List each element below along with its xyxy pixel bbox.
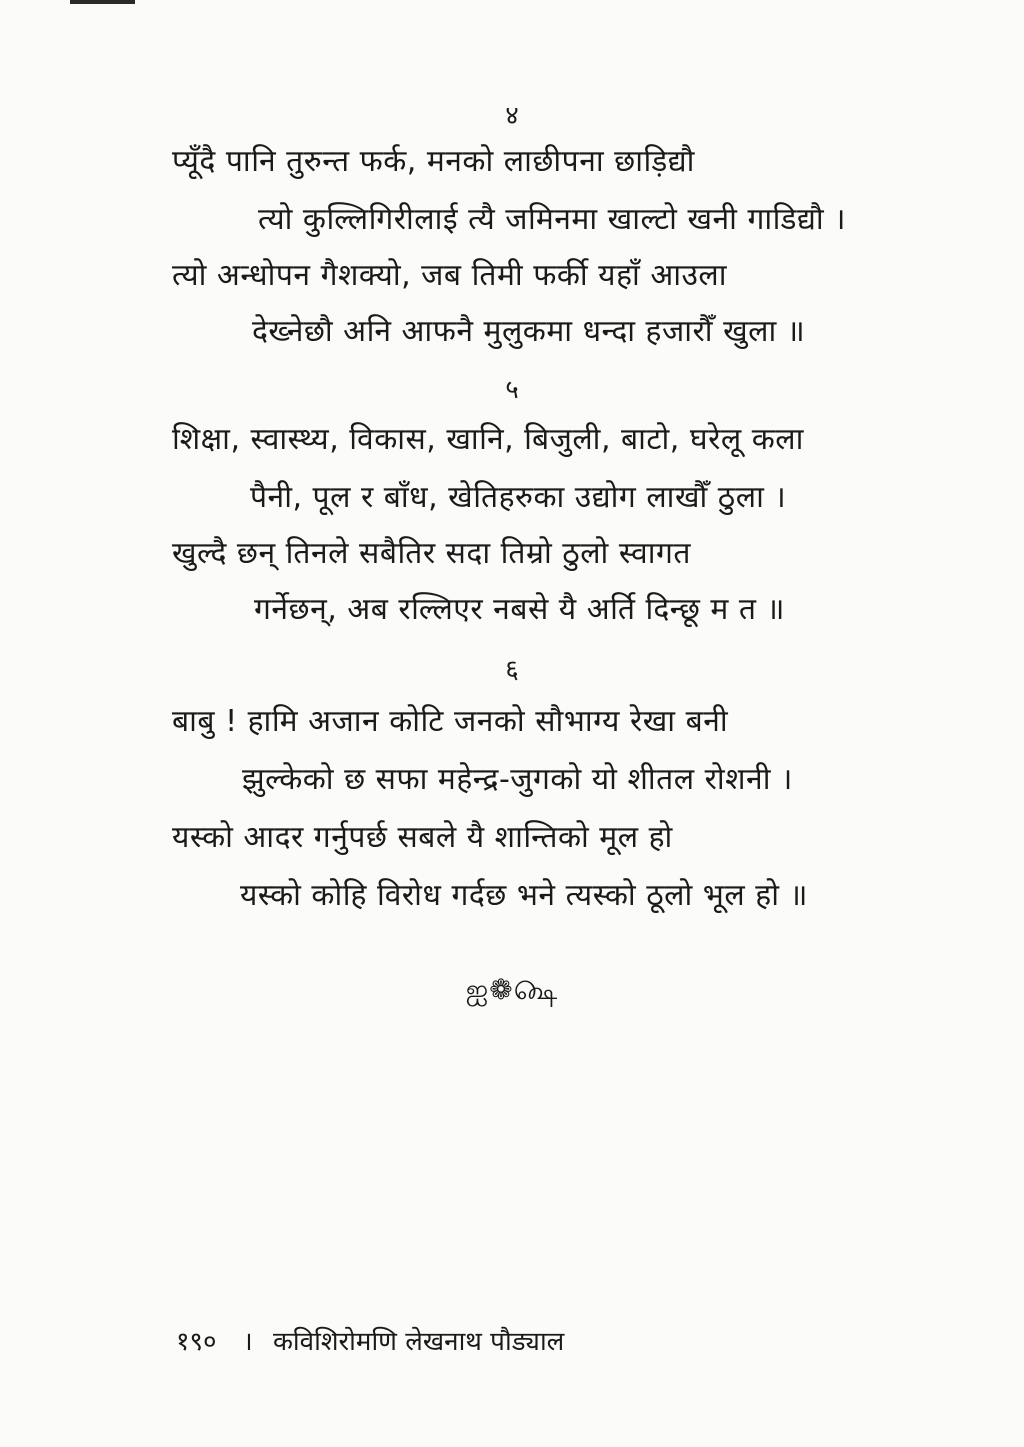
verse-line: झुल्केको छ सफा महेन्द्र-जुगको यो शीतल रोशनी ।	[242, 762, 793, 797]
verse-line: गर्नेछन्, अब रल्लिएर नबसे यै अर्ति दिन्छू म त ॥	[254, 592, 785, 627]
footer-separator: ।	[242, 1327, 253, 1357]
verse-line: पैनी, पूल र बाँध, खेतिहरुका उद्योग लाखौँ ठुला ।	[250, 480, 787, 515]
stanza-number: ५	[505, 375, 519, 405]
page-number: १९०	[176, 1327, 217, 1357]
stanza-number: ६	[505, 655, 519, 685]
stanza-number: ४	[505, 101, 519, 131]
verse-line: बाबु ! हामि अजान कोटि जनको सौभाग्य रेखा बनी	[172, 704, 729, 739]
verse-line: यस्को आदर गर्नुपर्छ सबले यै शान्तिको मूल हो	[172, 820, 673, 855]
verse-line: देख्नेछौ अनि आफनै मुलुकमा धन्दा हजारौँ खुला ॥	[252, 314, 806, 349]
verse-line: शिक्षा, स्वास्थ्य, विकास, खानि, बिजुली, बाटो, घरेलू कला	[172, 422, 804, 457]
book-title: कविशिरोमणि लेखनाथ पौड्याल	[272, 1327, 565, 1357]
verse-line: यस्को कोहि विरोध गर्दछ भने त्यस्को ठूलो भूल हो ॥	[240, 878, 808, 913]
verse-line: त्यो कुल्लिगिरीलाई त्यै जमिनमा खाल्टो खनी गाडिद्यौ ।	[258, 202, 847, 237]
verse-line: प्यूँदै पानि तुरुन्त फर्क, मनको लाछीपना छाड़िद्यौ	[172, 144, 695, 179]
page-footer	[176, 1322, 564, 1362]
verse-line: खुल्दै छन् तिनले सबैतिर सदा तिम्रो ठुलो स्वागत	[172, 536, 691, 571]
section-end-ornament: ஐ❁௸	[465, 973, 559, 1006]
verse-line: त्यो अन्धोपन गैशक्यो, जब तिमी फर्की यहाँ आउला	[172, 258, 728, 293]
